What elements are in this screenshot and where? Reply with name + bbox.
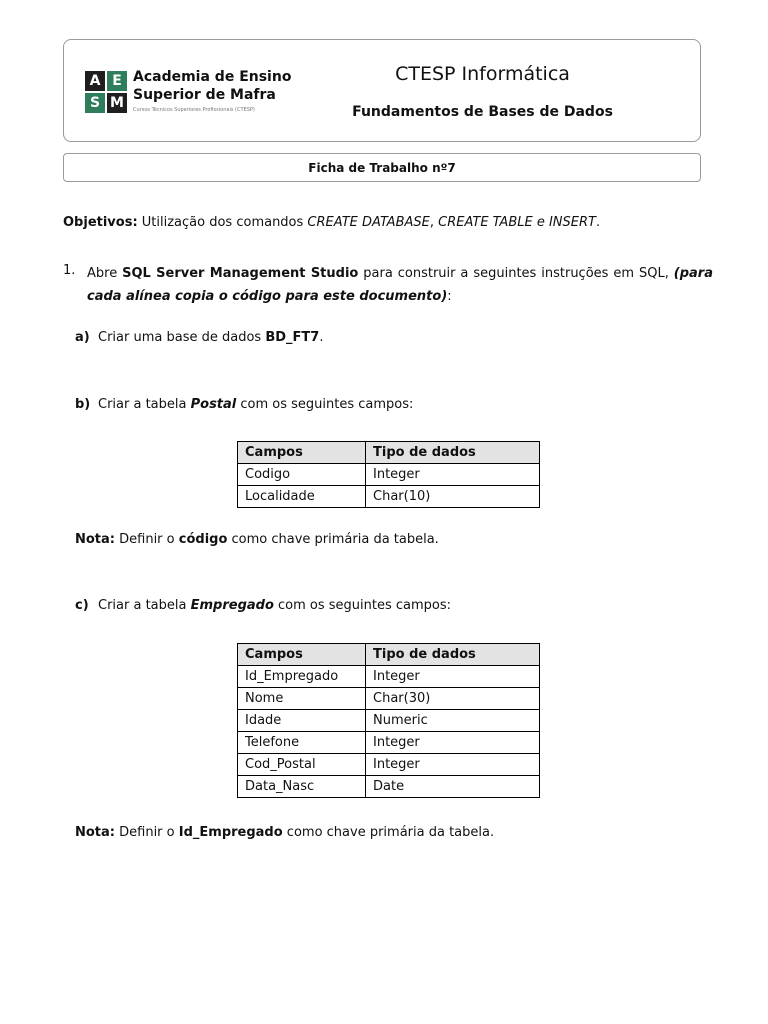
question-text-end: : — [447, 289, 452, 304]
objectives — [63, 215, 600, 230]
table-row — [238, 688, 540, 710]
table-header-row — [238, 644, 540, 666]
note-empregado — [75, 825, 494, 840]
item-b-text: Criar a tabela — [98, 397, 191, 412]
question-number: 1. — [63, 263, 76, 278]
table-cell: Numeric — [366, 710, 540, 732]
item-b-label: b) — [75, 397, 91, 412]
primary-key-name: Id_Empregado — [178, 825, 283, 840]
item-a — [75, 330, 323, 345]
item-a-end: . — [319, 330, 324, 345]
item-b — [75, 397, 413, 412]
table-name-empregado: Empregado — [190, 598, 274, 613]
subject-title: Fundamentos de Bases de Dados — [352, 104, 613, 120]
table-cell: Id_Empregado — [238, 666, 366, 688]
table-cell: Integer — [366, 754, 540, 776]
question-text-start: Abre — [87, 266, 123, 281]
item-c-end: com os seguintes campos: — [273, 598, 452, 613]
institution-name — [133, 68, 291, 104]
table-cell: Cod_Postal — [238, 754, 366, 776]
objectives-sep: , — [429, 215, 439, 230]
note-label: Nota: — [75, 825, 115, 840]
table-row — [238, 776, 540, 798]
table-row — [238, 710, 540, 732]
table-header-cell: Tipo de dados — [366, 644, 540, 666]
worksheet-title: Ficha de Trabalho nº7 — [63, 153, 701, 182]
institution-line2: Superior de Mafra — [133, 87, 276, 103]
note-text: como chave primária da tabela. — [227, 532, 439, 547]
app-name: SQL Server Management Studio — [122, 266, 359, 281]
item-c-text: Criar a tabela — [98, 598, 191, 613]
objectives-text: Utilização dos comandos — [137, 215, 308, 230]
objectives-end: . — [595, 215, 601, 230]
table-row — [238, 666, 540, 688]
table-cell: Codigo — [238, 464, 366, 486]
logo-letter-m: M — [107, 93, 127, 113]
item-a-text: Criar uma base de dados — [98, 330, 266, 345]
table-cell: Nome — [238, 688, 366, 710]
note-label: Nota: — [75, 532, 115, 547]
question-text — [87, 262, 713, 308]
database-name: BD_FT7 — [265, 330, 320, 345]
aesm-logo — [85, 71, 127, 113]
table-cell: Char(10) — [366, 486, 540, 508]
table-row — [238, 732, 540, 754]
question-text-mid: para construir a seguintes instruções em SQL, — [358, 266, 674, 281]
command-insert: INSERT — [548, 215, 596, 230]
note-text: Definir o — [115, 825, 179, 840]
table-cell: Telefone — [238, 732, 366, 754]
objectives-sep: e — [532, 215, 549, 230]
table-header-cell: Tipo de dados — [366, 442, 540, 464]
table-header-row — [238, 442, 540, 464]
logo-letter-e: E — [107, 71, 127, 91]
course-title: CTESP Informática — [395, 63, 570, 85]
logo-letter-a: A — [85, 71, 105, 91]
table-row — [238, 754, 540, 776]
note-text: Definir o — [115, 532, 179, 547]
table-cell: Integer — [366, 666, 540, 688]
table-cell: Integer — [366, 732, 540, 754]
postal-table — [237, 441, 540, 508]
table-cell: Idade — [238, 710, 366, 732]
command-create-table: CREATE TABLE — [438, 215, 533, 230]
table-row — [238, 464, 540, 486]
item-a-label: a) — [75, 330, 90, 345]
empregado-table — [237, 643, 540, 798]
table-cell: Integer — [366, 464, 540, 486]
table-cell: Localidade — [238, 486, 366, 508]
question-instruction: (para cada alínea copia o código para este documento) — [87, 266, 713, 304]
table-cell: Date — [366, 776, 540, 798]
institution-subtitle: Cursos Técnicos Superiores Profissionais (CTESP) — [133, 107, 255, 113]
table-cell: Char(30) — [366, 688, 540, 710]
item-b-end: com os seguintes campos: — [236, 397, 414, 412]
institution-line1: Academia de Ensino — [133, 69, 292, 85]
table-row — [238, 486, 540, 508]
primary-key-name: código — [178, 532, 228, 547]
table-header-cell: Campos — [238, 442, 366, 464]
table-cell: Data_Nasc — [238, 776, 366, 798]
logo-letter-s: S — [85, 93, 105, 113]
item-c-label: c) — [75, 598, 89, 613]
objectives-label: Objetivos: — [63, 215, 138, 230]
note-text: como chave primária da tabela. — [282, 825, 495, 840]
note-postal — [75, 532, 439, 547]
command-create-database: CREATE DATABASE — [307, 215, 430, 230]
table-name-postal: Postal — [190, 397, 237, 412]
item-c — [75, 598, 451, 613]
table-header-cell: Campos — [238, 644, 366, 666]
